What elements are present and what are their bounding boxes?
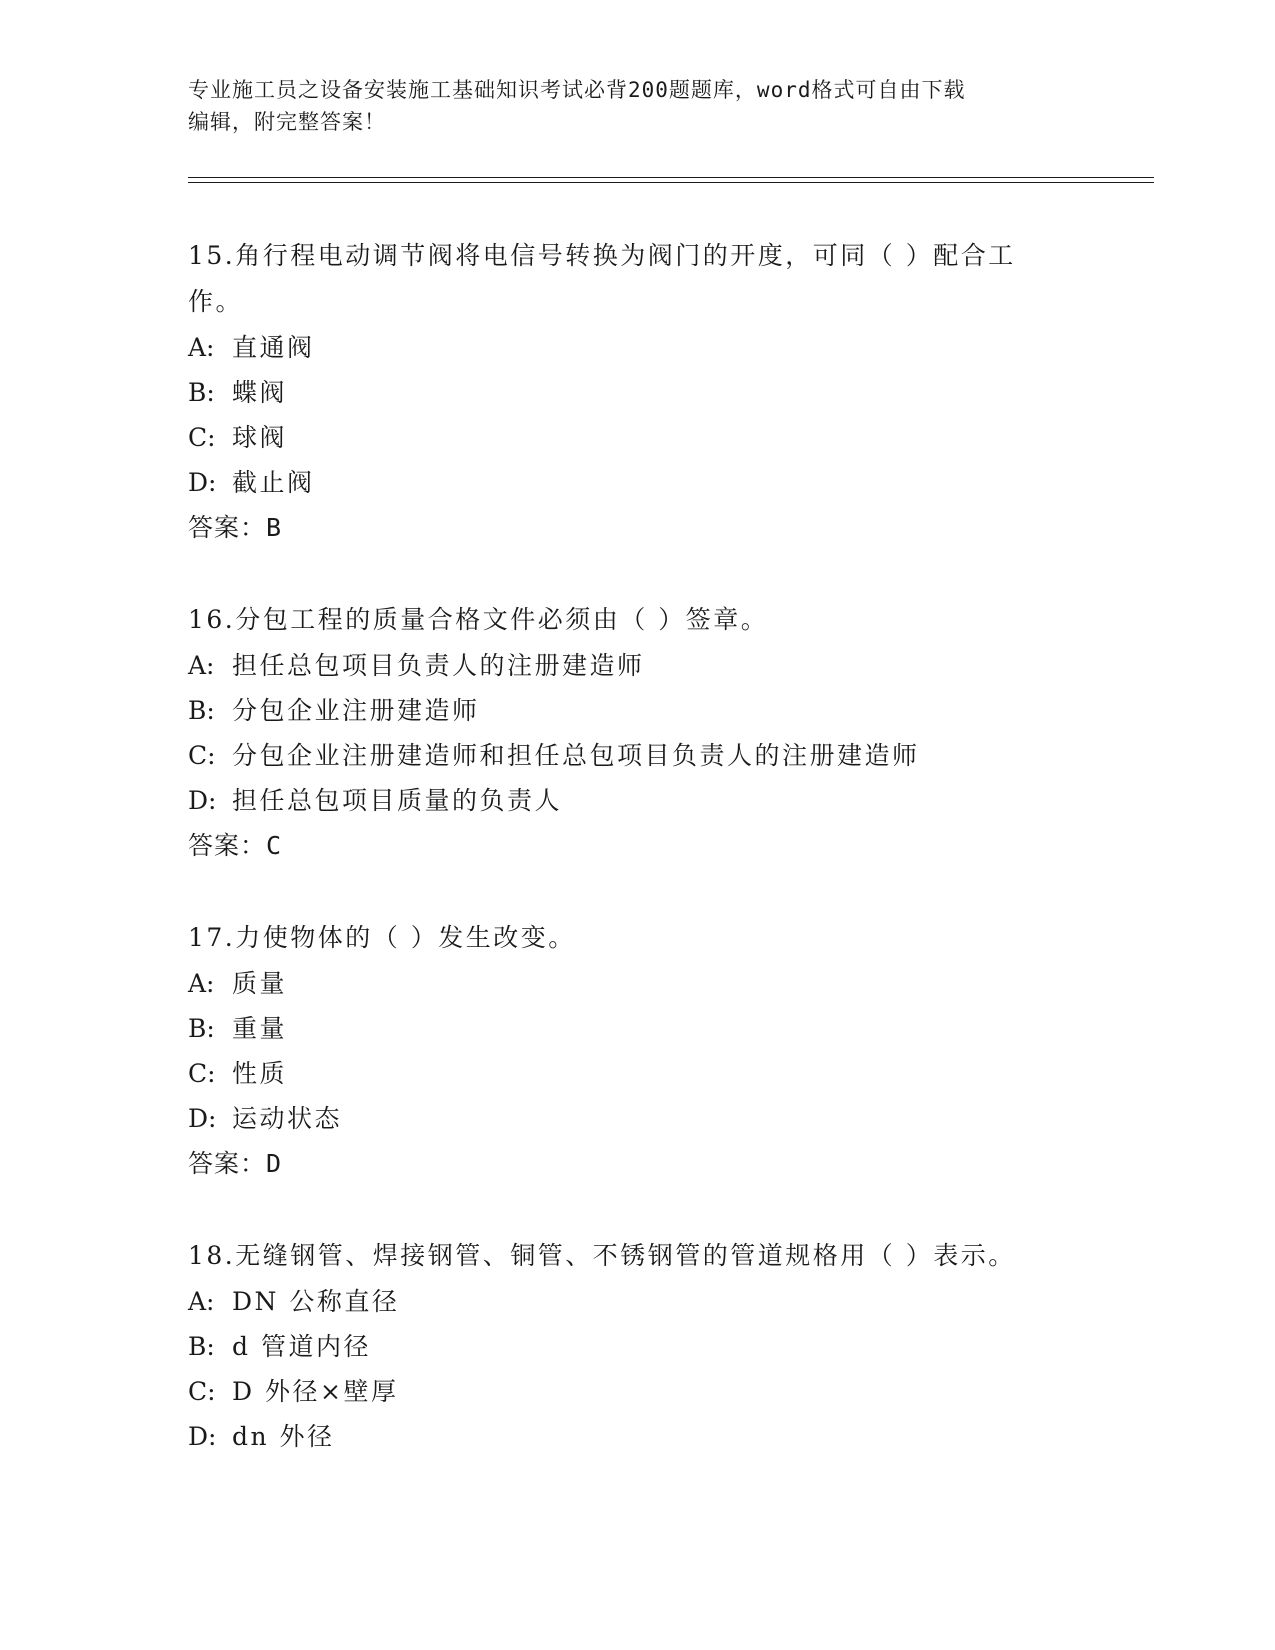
option-text: 担任总包项目负责人的注册建造师 [232, 651, 645, 680]
option-text: 重量 [232, 1014, 288, 1043]
question-stem: 15.角行程电动调节阀将电信号转换为阀门的开度，可同（ ）配合工 [188, 241, 1016, 270]
option-b [188, 688, 1088, 733]
option-text: 蝶阀 [232, 378, 288, 407]
option-text: 分包企业注册建造师 [232, 696, 480, 725]
option-letter: B: [188, 1332, 215, 1361]
document-header [188, 74, 1068, 138]
option-letter: D: [188, 468, 217, 497]
option-a [188, 325, 1088, 370]
header-line-1: 专业施工员之设备安装施工基础知识考试必背200题题库，word格式可自由下载 [188, 78, 966, 102]
option-text: DN 公称直径 [232, 1287, 400, 1316]
option-b [188, 1324, 1088, 1369]
answer-line: 答案：C [188, 831, 283, 860]
option-text: 担任总包项目质量的负责人 [232, 786, 563, 815]
option-d [188, 460, 1088, 505]
option-letter: A: [188, 1287, 215, 1316]
option-c [188, 1369, 1088, 1414]
question-18 [188, 1233, 1088, 1459]
option-a [188, 961, 1088, 1006]
option-text: D 外径×壁厚 [232, 1377, 399, 1406]
option-b [188, 370, 1088, 415]
option-letter: A: [188, 651, 215, 680]
question-stem-continued: 作。 [188, 287, 244, 316]
option-letter: C: [188, 1377, 216, 1406]
option-d [188, 1096, 1088, 1141]
option-letter: B: [188, 378, 215, 407]
option-d [188, 778, 1088, 823]
option-letter: D: [188, 1104, 217, 1133]
option-letter: C: [188, 423, 216, 452]
header-line-2: 编辑，附完整答案！ [188, 110, 386, 134]
option-c [188, 415, 1088, 460]
header-divider-top [188, 177, 1154, 178]
option-letter: B: [188, 696, 215, 725]
option-c [188, 1051, 1088, 1096]
question-stem: 18.无缝钢管、焊接钢管、铜管、不锈钢管的管道规格用（ ）表示。 [188, 1241, 1016, 1270]
option-letter: D: [188, 1422, 217, 1451]
question-16 [188, 597, 1088, 869]
option-text: d 管道内径 [232, 1332, 371, 1361]
option-a [188, 1279, 1088, 1324]
option-text: 直通阀 [232, 333, 315, 362]
option-letter: B: [188, 1014, 215, 1043]
option-c [188, 733, 1088, 778]
header-divider-bottom [188, 182, 1154, 183]
option-letter: A: [188, 969, 215, 998]
option-letter: D: [188, 786, 217, 815]
option-letter: C: [188, 741, 216, 770]
question-stem: 16.分包工程的质量合格文件必须由（ ）签章。 [188, 605, 769, 634]
option-text: 球阀 [232, 423, 288, 452]
option-text: dn 外径 [232, 1422, 335, 1451]
option-text: 性质 [232, 1059, 288, 1088]
option-text: 截止阀 [232, 468, 315, 497]
option-a [188, 643, 1088, 688]
option-b [188, 1006, 1088, 1051]
question-15 [188, 233, 1088, 551]
answer-line: 答案：D [188, 1149, 283, 1178]
option-text: 运动状态 [232, 1104, 343, 1133]
option-letter: A: [188, 333, 215, 362]
option-text: 质量 [232, 969, 288, 998]
answer-line: 答案：B [188, 513, 283, 542]
option-d [188, 1414, 1088, 1459]
question-stem: 17.力使物体的（ ）发生改变。 [188, 923, 576, 952]
question-17 [188, 915, 1088, 1187]
option-letter: C: [188, 1059, 216, 1088]
option-text: 分包企业注册建造师和担任总包项目负责人的注册建造师 [232, 741, 920, 770]
